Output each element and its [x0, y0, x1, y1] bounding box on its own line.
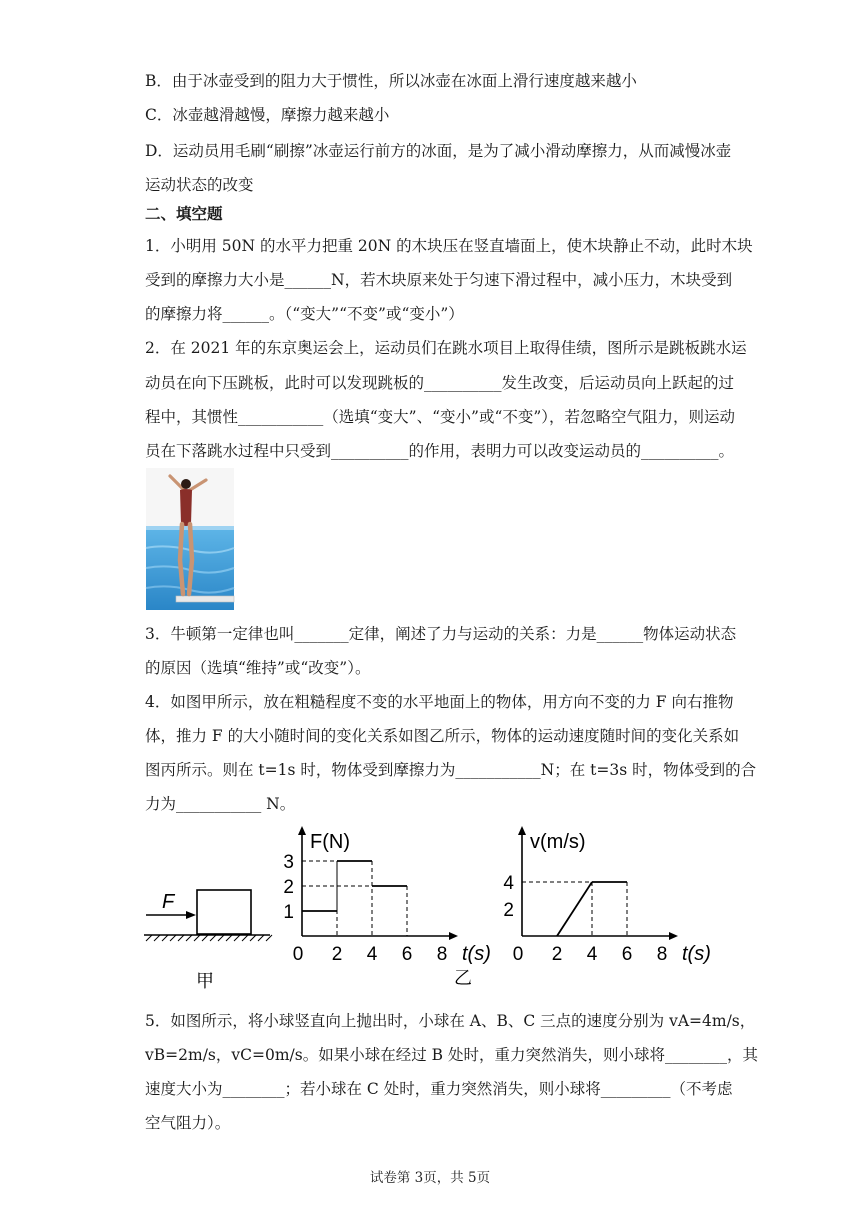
q2-line3: 程中，其惯性___________（选填“变大”、“变小”或“不变”），若忽略空气阻力，则运动	[145, 408, 736, 426]
ground-hatching	[146, 935, 272, 941]
q2-line4: 员在下落跳水过程中只受到__________的作用，表明力可以改变运动员的__________。	[145, 442, 735, 460]
yi-xtick-8: 8	[436, 944, 448, 965]
yi-x-arrow	[449, 932, 458, 940]
yi-xtick-2: 2	[331, 944, 343, 965]
yi-xtick-4: 4	[366, 944, 378, 965]
q5-line2: vB=2m/s，vC=0m/s。如果小球在经过 B 处时，重力突然消失，则小球将________，其	[145, 1046, 758, 1064]
bing-xlabel: t(s)	[682, 943, 711, 965]
bing-y-arrow	[518, 826, 526, 835]
yi-ylabel: F(N)	[310, 831, 350, 853]
yi-y-arrow	[298, 826, 306, 835]
option-c: C．冰壶越滑越慢，摩擦力越来越小	[145, 106, 390, 124]
page-footer: 试卷第 3页，共 5页	[369, 1170, 491, 1186]
bing-ytick-4: 4	[503, 873, 514, 894]
caption-yi: 乙	[454, 968, 472, 988]
diver-illustration	[146, 468, 234, 610]
yi-guides	[302, 861, 407, 936]
force-label: F	[162, 891, 175, 913]
option-b: B．由于冰壶受到的阻力大于惯性，所以冰壶在冰面上滑行速度越来越小	[145, 72, 637, 90]
option-d-line2: 运动状态的改变	[145, 176, 254, 194]
figure-jia	[140, 860, 280, 1000]
bing-xtick-4: 4	[586, 944, 598, 965]
yi-ytick-2: 2	[283, 877, 294, 898]
section-heading: 二、填空题	[145, 205, 223, 223]
q4-line3: 图丙所示。则在 t=1s 时，物体受到摩擦力为___________N；在 t=3s 时，物体受到的合	[145, 761, 757, 779]
yi-labels	[283, 831, 490, 965]
bing-ylabel: v(m/s)	[530, 831, 586, 853]
yi-origin-label: 0	[292, 944, 304, 965]
bing-x-arrow	[669, 932, 678, 940]
bing-xtick-8: 8	[656, 944, 668, 965]
q5-line1: 5．如图所示，将小球竖直向上抛出时，小球在 A、B、C 三点的速度分别为 vA=4m/s，	[145, 1012, 756, 1030]
q4-line1: 4．如图甲所示，放在粗糙程度不变的水平地面上的物体，用方向不变的力 F 向右推物	[145, 693, 734, 711]
q3-line2: 的原因（选填“维持”或“改变”）。	[145, 659, 371, 677]
q1-line3: 的摩擦力将______。（“变大”“不变”或“变小”）	[145, 305, 464, 323]
q2-line1: 2．在 2021 年的东京奥运会上，运动员们在跳水项目上取得佳绩，图所示是跳板跳水运	[145, 339, 747, 357]
yi-xtick-6: 6	[401, 944, 413, 965]
bing-ytick-2: 2	[503, 900, 514, 921]
q4-line4: 力为___________ N。	[145, 795, 296, 813]
caption-jia: 甲	[196, 971, 214, 991]
force-arrowhead	[186, 911, 196, 919]
q3-line1: 3．牛顿第一定律也叫_______定律，阐述了力与运动的关系：力是______物体运动状态	[145, 625, 737, 643]
bing-xtick-2: 2	[551, 944, 563, 965]
yi-ytick-1: 1	[283, 902, 294, 923]
block	[197, 890, 251, 934]
chart-velocity-time	[503, 818, 718, 978]
yi-xlabel: t(s)	[462, 943, 491, 965]
q2-line2: 动员在向下压跳板，此时可以发现跳板的__________发生改变，后运动员向上跃起的过	[145, 374, 735, 392]
q5-line4: 空气阻力）。	[145, 1114, 231, 1132]
bing-labels	[503, 831, 710, 965]
diver-photo	[146, 468, 234, 610]
bing-origin-label: 0	[512, 944, 524, 965]
q4-line2: 体，推力 F 的大小随时间的变化关系如图乙所示，物体的运动速度随时间的变化关系如	[145, 727, 740, 745]
q5-line3: 速度大小为________；若小球在 C 处时，重力突然消失，则小球将_________（不考虑	[145, 1080, 733, 1098]
bing-segment-0	[557, 882, 592, 936]
chart-force-time	[282, 818, 494, 998]
q1-line2: 受到的摩擦力大小是______N，若木块原来处于匀速下滑过程中，减小压力，木块受到	[145, 271, 733, 289]
yi-ytick-3: 3	[283, 852, 294, 873]
option-d-line1: D．运动员用毛刷“刷擦”冰壶运行前方的冰面，是为了减小滑动摩擦力，从而减慢冰壶	[145, 142, 732, 160]
q1-line1: 1．小明用 50N 的水平力把重 20N 的木块压在竖直墙面上，使木块静止不动，此时木块	[145, 237, 753, 255]
bing-xtick-6: 6	[621, 944, 633, 965]
